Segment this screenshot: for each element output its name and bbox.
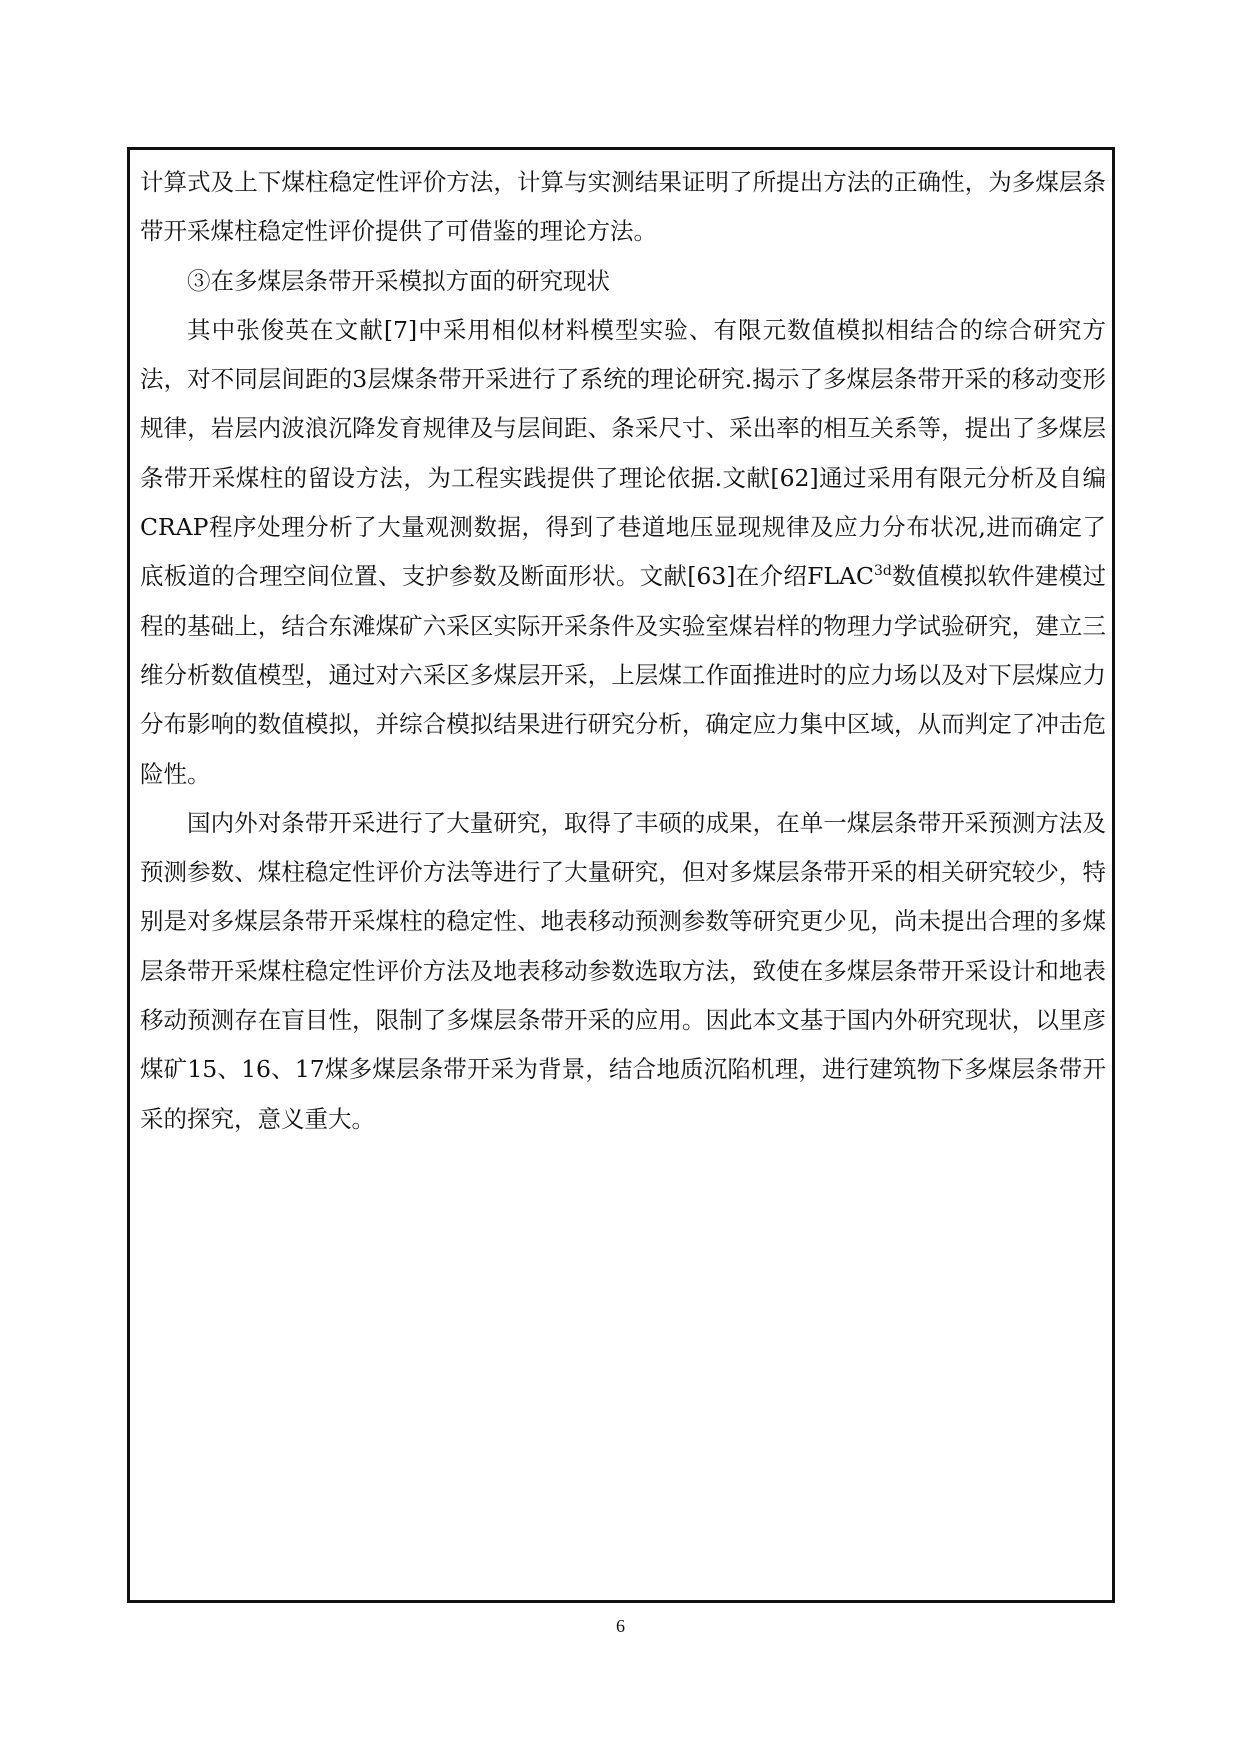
document-body [140, 158, 1106, 1144]
paragraph-text-part1: 其中张俊英在文献[7]中采用相似材料模型实验、有限元数值模拟相结合的综合研究方法，对不同层间距的3层煤条带开采进行了系统的理论研究.揭示了多煤层条带开采的移动变形规律，岩层内波浪沉降发育规律及与层间距、条采尺寸、采出率的相互关系等，提出了多煤层条带开采煤柱的留设方法，为工程实践提供了理论依据.文献[62]通过采用有限元分析及自编CRAP程序处理分析了大量观测数据，得到了巷道地压显现规律及应力分布状况,进而确定了底板道的合理空间位置、支护参数及断面形状。文献[63]在介绍FLAC [140, 315, 1106, 591]
paragraph-continuation: 计算式及上下煤柱稳定性评价方法，计算与实测结果证明了所提出方法的正确性，为多煤层条带开采煤柱稳定性评价提供了可借鉴的理论方法。 [140, 168, 1106, 246]
paragraph-summary: 国内外对条带开采进行了大量研究，取得了丰硕的成果，在单一煤层条带开采预测方法及预测参数、煤柱稳定性评价方法等进行了大量研究，但对多煤层条带开采的相关研究较少，特别是对多煤层条带开采煤柱的稳定性、地表移动预测参数等研究更少见，尚未提出合理的多煤层条带开采煤柱稳定性评价方法及地表移动参数选取方法，致使在多煤层条带开采设计和地表移动预测存在盲目性，限制了多煤层条带开采的应用。因此本文基于国内外研究现状，以里彦煤矿15、16、17煤多煤层条带开采为背景，结合地质沉陷机理，进行建筑物下多煤层条带开采的探究，意义重大。 [140, 808, 1106, 1133]
superscript-3d: 3d [874, 563, 892, 580]
paragraph-text-part2: 数值模拟软件建模过程的基础上，结合东滩煤矿六采区实际开采条件及实验室煤岩样的物理力学试验研究，建立三维分析数值模型，通过对六采区多煤层开采，上层煤工作面推进时的应力场以及对下层煤应力分布影响的数值模拟，并综合模拟结果进行研究分析，确定应力集中区域，从而判定了冲击危险性。 [140, 562, 1107, 788]
page-number: 6 [616, 1616, 625, 1636]
section-heading: ③在多煤层条带开采模拟方面的研究现状 [187, 266, 610, 295]
paragraph-simulation-research [140, 306, 1106, 799]
